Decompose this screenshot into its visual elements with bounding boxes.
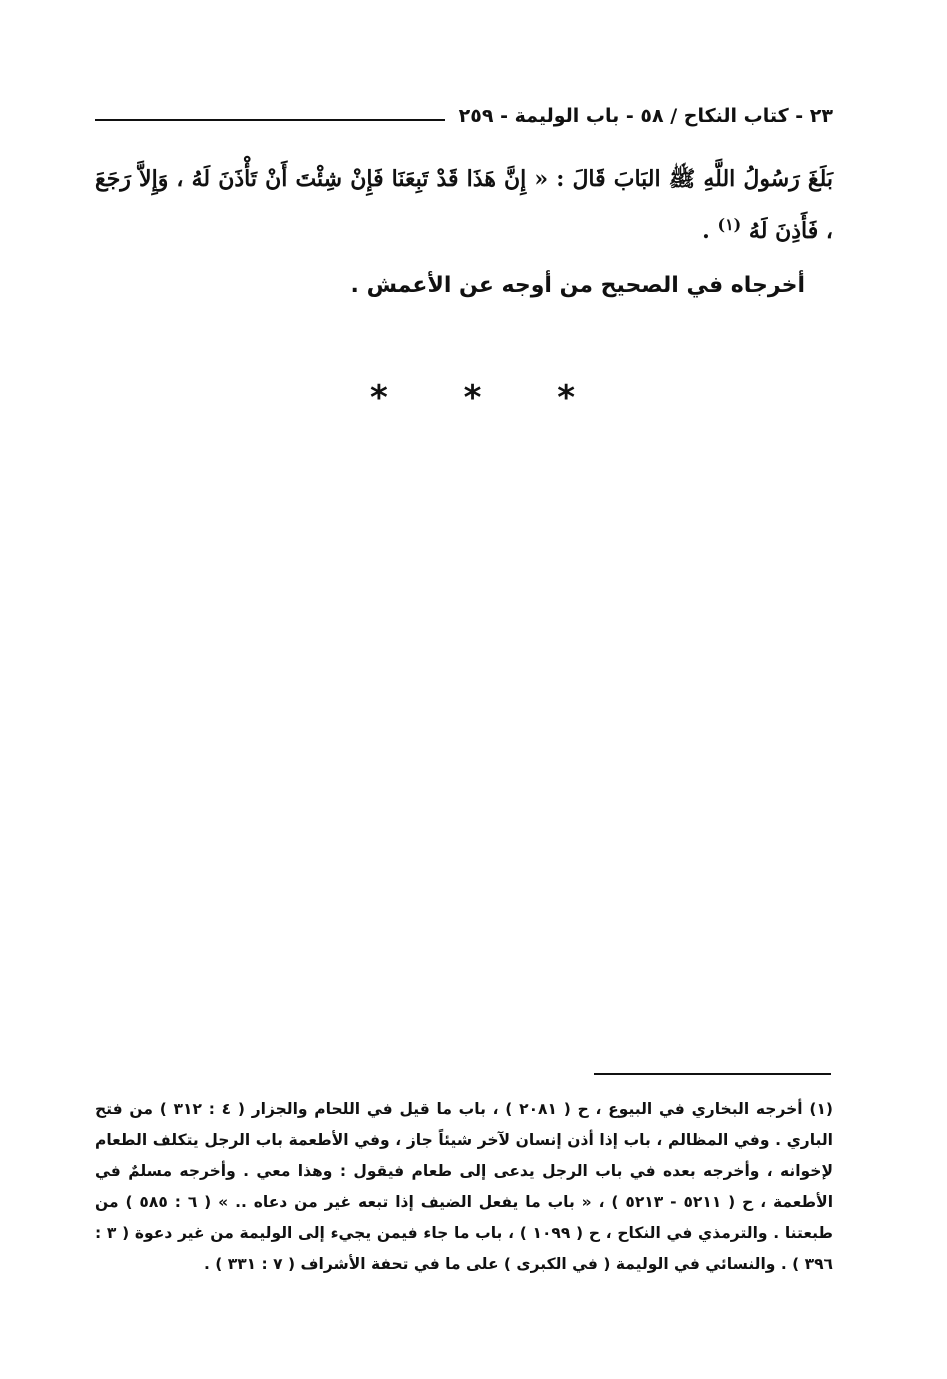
footnote-rule	[594, 1073, 831, 1075]
page-header	[95, 96, 833, 136]
running-head: ٢٣ - كتاب النكاح / ٥٨ - باب الوليمة - ٢٥٩	[458, 105, 833, 127]
section-ornament	[370, 378, 575, 418]
source-statement: أخرجاه في الصحيح من أوجه عن الأعمش .	[350, 273, 805, 298]
footnote-marker: (١)	[717, 215, 742, 234]
hadith-text: بَلَغَ رَسُولُ اللَّهِ ﷺ البَابَ قَالَ : « إِنَّ هَذَا قَدْ تَبِعَنَا فَإِنْ شِئْتَ أَنْ تَأْذَنَ لَهُ ، وَإِلاَّ رَجَعَ ، فَأَذِنَ لَهُ	[95, 166, 833, 244]
asterisk-ornament: *	[557, 378, 575, 418]
footnote-text: (١) أخرجه البخاري في البيوع ، ح ( ٢٠٨١ ) ، باب ما قيل في اللحام والجزار ( ٤ : ٣١٢ ) من فتح الباري . وفي المظالم ، باب إذا أذن إنسان لآخر شيئاً جاز ، وفي الأطعمة باب الرجل يتكلف الطعام لإخوانه ، وأخرجه بعده في باب الرجل يدعى إلى طعام فيقول : وهذا معي . وأخرجه مسلمٌ في الأطعمة ، ح ( ٥٢١١ - ٥٢١٣ ) ، « باب ما يفعل الضيف إذا تبعه غير من دعاه .. » ( ٦ : ٥٨٥ ) من طبعتنا . والترمذي في النكاح ، ح ( ١٠٩٩ ) ، باب ما جاء فيمن يجيء إلى الوليمة من غير دعوة ( ٣ : ٣٩٦ ) . والنسائي في الوليمة ( في الكبرى ) على ما في تحفة الأشراف ( ٧ : ٣٣١ ) .	[95, 1100, 834, 1273]
hadith-text-block	[95, 156, 833, 254]
asterisk-ornament: *	[370, 378, 388, 418]
hadith-end: .	[702, 218, 718, 244]
hadith-paragraph	[95, 156, 833, 254]
footnote	[95, 1094, 833, 1280]
header-rule	[95, 119, 445, 121]
asterisk-ornament: *	[463, 378, 482, 418]
